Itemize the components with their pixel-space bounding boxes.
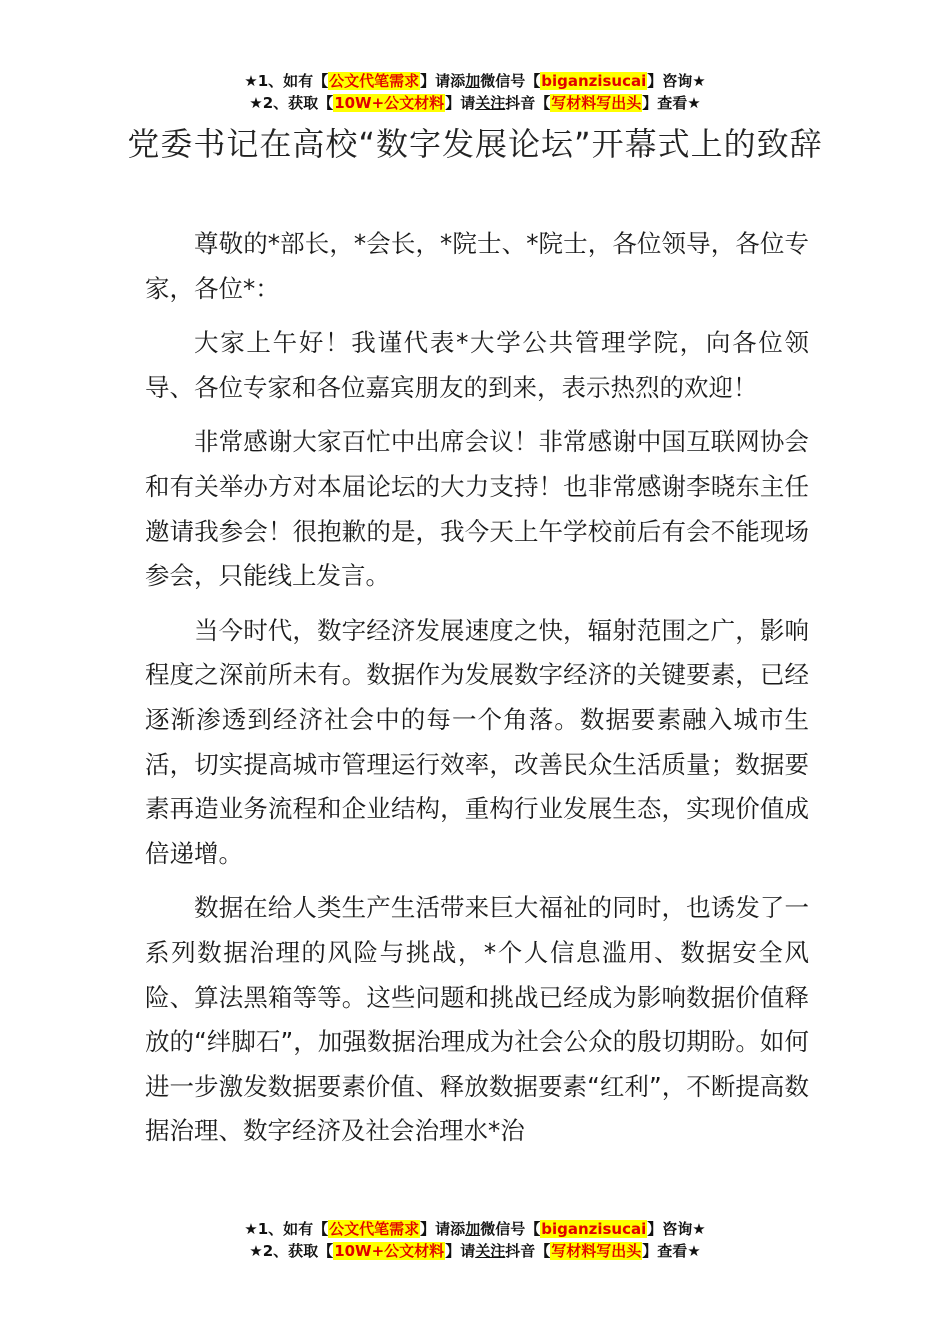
promo-highlight: 10W+公文材料 bbox=[334, 1242, 445, 1260]
promo-text: 抖音【 bbox=[505, 1242, 551, 1260]
promo-underlined: 关注 bbox=[475, 94, 506, 112]
promo-text: 】请 bbox=[445, 1242, 476, 1260]
promo-text: 微信号【 bbox=[480, 1220, 541, 1238]
promo-text: ★2、获取【 bbox=[249, 1242, 334, 1260]
promo-highlight: 公文代笔需求 bbox=[329, 72, 420, 90]
promo-text: ★1、如有【 bbox=[244, 1220, 329, 1238]
promo-highlight-wechat-id: biganzisucai bbox=[541, 72, 647, 90]
promo-text: ★1、如有【 bbox=[244, 72, 329, 90]
promo-text: ★2、获取【 bbox=[249, 94, 334, 112]
promo-text: 】请添 bbox=[420, 72, 466, 90]
promo-highlight-douyin: 写材料写出头 bbox=[551, 94, 642, 112]
promo-text: 抖音【 bbox=[505, 94, 551, 112]
promo-underlined: 加 bbox=[465, 1220, 481, 1238]
promo-line-1 bbox=[0, 70, 950, 92]
salutation-paragraph: 尊敬的*部长，*会长，*院士、*院士，各位领导，各位专家，各位*： bbox=[145, 229, 809, 303]
promo-text: 微信号【 bbox=[480, 72, 541, 90]
header-promo-banner bbox=[0, 70, 950, 114]
promo-text: 】咨询★ bbox=[647, 1220, 706, 1238]
body-paragraph: 大家上午好！我谨代表*大学公共管理学院，向各位领导、各位专家和各位嘉宾朋友的到来，表示热烈的欢迎！ bbox=[145, 328, 809, 402]
promo-line-1 bbox=[0, 1218, 950, 1240]
promo-line-2 bbox=[0, 1240, 950, 1262]
body-paragraph: 数据在给人类生产生活带来巨大福祉的同时，也诱发了一系列数据治理的风险与挑战，*个人信息滥用、数据安全风险、算法黑箱等等。这些问题和挑战已经成为影响数据价值释放的“绊脚石”，加强数据治理成为社会公众的殷切期盼。如何进一步激发数据要素价值、释放数据要素“红利”，不断提高数据治理、数字经济及社会治理水*治 bbox=[145, 893, 809, 1146]
promo-text: 】咨询★ bbox=[647, 72, 706, 90]
body-paragraph: 当今时代，数字经济发展速度之快，辐射范围之广，影响程度之深前所未有。数据作为发展数字经济的关键要素，已经逐渐渗透到经济社会中的每一个角落。数据要素融入城市生活，切实提高城市管理运行效率，改善民众生活质量；数据要素再造业务流程和企业结构，重构行业发展生态，实现价值成倍递增。 bbox=[145, 615, 809, 868]
promo-highlight-douyin: 写材料写出头 bbox=[551, 1242, 642, 1260]
promo-text: 】查看★ bbox=[642, 1242, 701, 1260]
promo-highlight: 10W+公文材料 bbox=[334, 94, 445, 112]
footer-promo-banner bbox=[0, 1218, 950, 1262]
promo-text: 】请 bbox=[445, 94, 476, 112]
promo-underlined: 加 bbox=[465, 72, 481, 90]
promo-line-2 bbox=[0, 92, 950, 114]
promo-highlight-wechat-id: biganzisucai bbox=[541, 1220, 647, 1238]
promo-highlight: 公文代笔需求 bbox=[329, 1220, 420, 1238]
promo-underlined: 关注 bbox=[475, 1242, 506, 1260]
document-title: 党委书记在高校“数字发展论坛”开幕式上的致辞 bbox=[127, 125, 823, 163]
promo-text: 】请添 bbox=[420, 1220, 466, 1238]
promo-text: 】查看★ bbox=[642, 94, 701, 112]
document-body bbox=[145, 222, 809, 1164]
body-paragraph: 非常感谢大家百忙中出席会议！非常感谢中国互联网协会和有关举办方对本届论坛的大力支持！也非常感谢李晓东主任邀请我参会！很抱歉的是，我今天上午学校前后有会不能现场参会，只能线上发言。 bbox=[145, 427, 809, 591]
